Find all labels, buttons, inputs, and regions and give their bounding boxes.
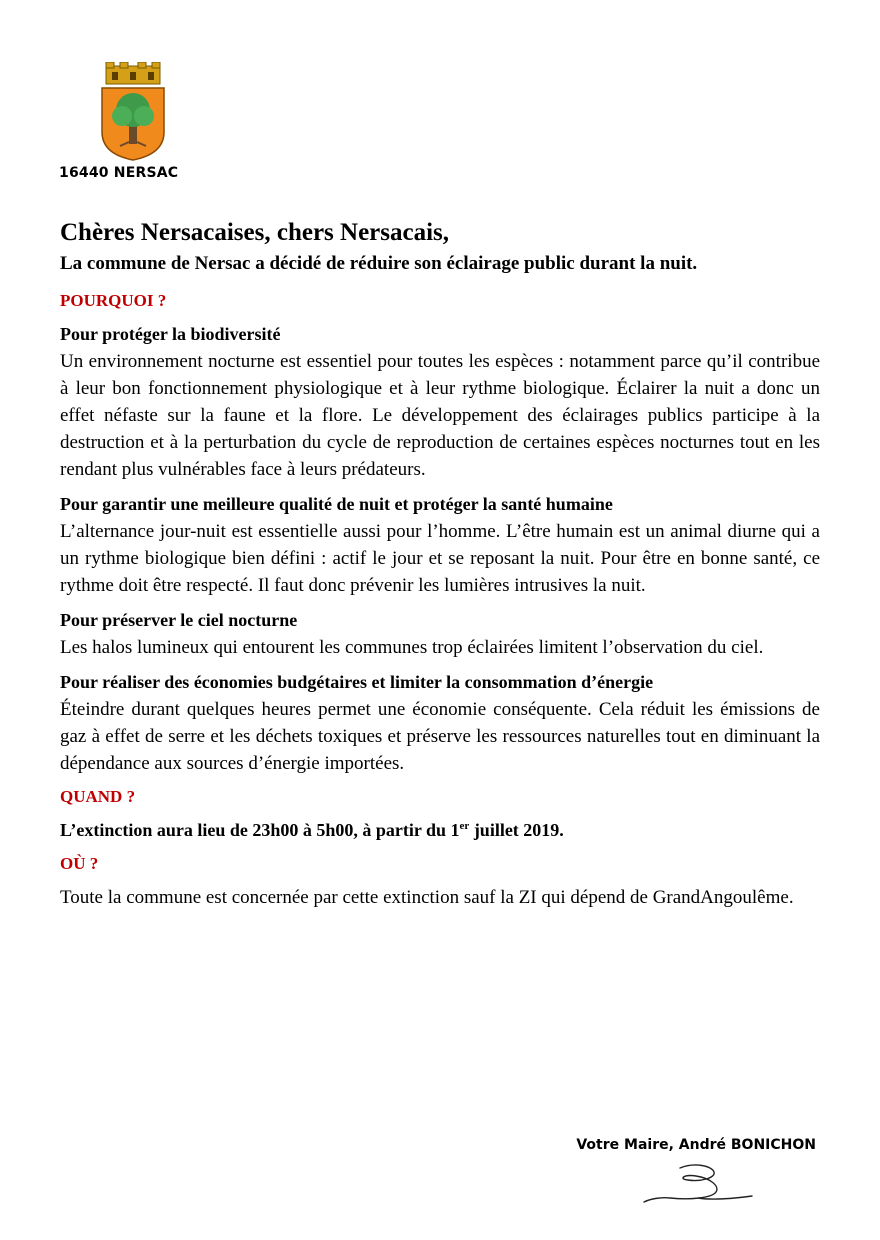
where-heading: OÙ ? [60,854,99,873]
reason-text: Éteindre durant quelques heures permet une économie conséquente. Cela réduit les émissions de gaz à effet de serre et les déchets toxiques et préserve les ressources naturelles tout en diminuant la dépendance aux sources d’énergie importées. [60,699,820,774]
nersac-coat-of-arms-icon [98,62,168,162]
reason-block-3 [60,607,820,661]
when-heading: QUAND ? [60,787,136,806]
when-text [60,817,820,844]
letter-body [60,216,820,911]
reason-block-1 [60,321,820,483]
when-text-superscript: er [459,820,470,832]
when-text-main: L’extinction aura lieu de 23h00 à 5h00, à partir du 1 [60,820,460,840]
reason-title: Pour réaliser des économies budgétaires et limiter la consommation d’énergie [60,672,654,692]
reason-text: L’alternance jour-nuit est essentielle aussi pour l’homme. L’être humain est un animal diurne qui a un rythme biologique bien défini : actif le jour et se reposant la nuit. Pour être en bonne santé, ce rythme doit être respecté. Il faut donc prévenir les lumières intrusives la nuit. [60,521,820,596]
reason-title: Pour garantir une meilleure qualité de nuit et protéger la santé humaine [60,494,613,514]
reason-text: Un environnement nocturne est essentiel pour toutes les espèces : notamment parce qu’il contribue à leur bon fonctionnement physiologique et à leur rythme biologique. Éclairer la nuit a donc un effet néfaste sur la faune et la flore. Le développement des éclairages publics participe à la destruction et à la perturbation du cycle de reproduction de certaines espèces nocturnes tout en les rendant plus vulnérables face à leurs prédateurs. [60,351,820,480]
reason-title: Pour préserver le ciel nocturne [60,610,298,630]
commune-code: 16440 NERSAC [59,165,179,181]
mayor-signature-name: Votre Maire, André BONICHON [576,1137,816,1153]
reason-block-4 [60,669,820,777]
where-text: Toute la commune est concernée par cette extinction sauf la ZI qui dépend de GrandAngoulême. [60,887,794,908]
greeting: Chères Nersacaises, chers Nersacais, [60,219,450,246]
intro-paragraph: La commune de Nersac a décidé de réduire son éclairage public durant la nuit. [60,253,698,274]
why-heading: POURQUOI ? [60,291,167,310]
reason-text: Les halos lumineux qui entourent les communes trop éclairées limitent l’observation du ciel. [60,637,764,658]
handwritten-signature-icon [640,1158,760,1208]
reason-block-2 [60,491,820,599]
reason-title: Pour protéger la biodiversité [60,324,281,344]
when-text-end: juillet 2019. [469,820,564,840]
